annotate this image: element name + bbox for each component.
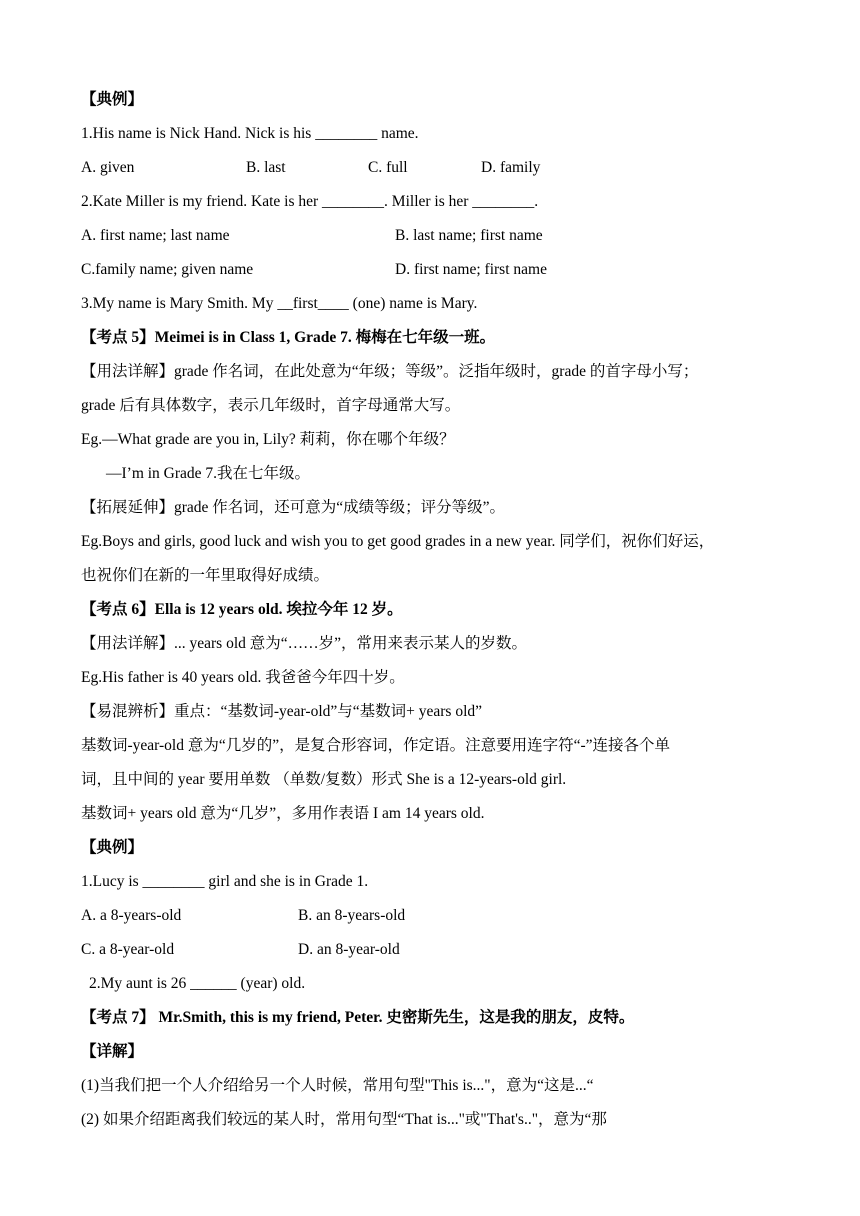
options-row-ab	[81, 906, 781, 926]
text-line: grade 后有具体数字，表示几年级时，首字母通常大写。	[81, 397, 461, 414]
option-c: C. a 8-year-old	[81, 941, 175, 958]
text-line: 基数词+ years old 意为“几岁”，多用作表语 I am 14 years old.	[81, 805, 485, 822]
option-d: D. an 8-year-old	[298, 941, 400, 958]
text-line: (2) 如果介绍距离我们较远的某人时，常用句型“That is..."或"That's.."，意为“那	[81, 1111, 607, 1128]
question-2: 2.Kate Miller is my friend. Kate is her ________. Miller is her ________.	[81, 193, 539, 210]
heading-point-6: 【考点 6】Ella is 12 years old. 埃拉今年 12 岁。	[81, 601, 403, 618]
option-a: A. a 8-years-old	[81, 907, 182, 924]
option-b: B. last name; first name	[395, 227, 543, 244]
text-line: 【用法详解】grade 作名词，在此处意为“年级；等级”。泛指年级时，grade 的首字母小写；	[81, 363, 699, 380]
options-row-cd	[81, 940, 781, 960]
heading-point-5: 【考点 5】Meimei is in Class 1, Grade 7. 梅梅在七年级一班。	[81, 329, 496, 346]
question-1: 1.His name is Nick Hand. Nick is his ________ name.	[81, 125, 419, 142]
text-line: (1)当我们把一个人介绍给另一个人时候，常用句型"This is..."，意为“这是...“	[81, 1077, 594, 1094]
question-3: 3.My name is Mary Smith. My __first____ (one) name is Mary.	[81, 295, 478, 312]
section-heading-example: 【典例】	[81, 91, 144, 108]
option-d: D. family	[481, 159, 541, 176]
section-heading-example: 【典例】	[81, 839, 144, 856]
option-a: A. first name; last name	[81, 227, 230, 244]
options-row-q1	[81, 158, 781, 178]
option-a: A. given	[81, 159, 135, 176]
option-b: B. last	[246, 159, 286, 176]
options-row-q2-ab	[81, 226, 781, 246]
option-c: C.family name; given name	[81, 261, 254, 278]
example-line: —I’m in Grade 7.我在七年级。	[106, 465, 311, 482]
options-row-q2-cd	[81, 260, 781, 280]
text-line: 基数词-year-old 意为“几岁的”，是复合形容词，作定语。注意要用连字符“-”连接各个单	[81, 737, 671, 754]
option-c: C. full	[368, 159, 408, 176]
example-line: Eg.—What grade are you in, Lily? 莉莉，你在哪个年级？	[81, 431, 455, 448]
text-line: 【用法详解】... years old 意为“……岁”，常用来表示某人的岁数。	[81, 635, 528, 652]
example-line: Eg.His father is 40 years old. 我爸爸今年四十岁。	[81, 669, 405, 686]
example-line: Eg.Boys and girls, good luck and wish you to get good grades in a new year. 同学们，祝你们好运，	[81, 533, 715, 550]
text-line: 词，且中间的 year 要用单数 （单数/复数）形式 She is a 12-years-old girl.	[81, 771, 567, 788]
text-line: 【易混辨析】重点：“基数词-year-old”与“基数词+ years old”	[81, 703, 483, 720]
option-b: B. an 8-years-old	[298, 907, 406, 924]
option-d: D. first name; first name	[395, 261, 547, 278]
question-1: 1.Lucy is ________ girl and she is in Grade 1.	[81, 873, 369, 890]
heading-detail: 【详解】	[81, 1043, 144, 1060]
text-line: 【拓展延伸】grade 作名词，还可意为“成绩等级；评分等级”。	[81, 499, 506, 516]
question-2: 2.My aunt is 26 ______ (year) old.	[89, 975, 306, 992]
heading-point-7: 【考点 7】 Mr.Smith, this is my friend, Peter. 史密斯先生，这是我的朋友，皮特。	[81, 1009, 635, 1026]
text-line: 也祝你们在新的一年里取得好成绩。	[81, 567, 330, 584]
